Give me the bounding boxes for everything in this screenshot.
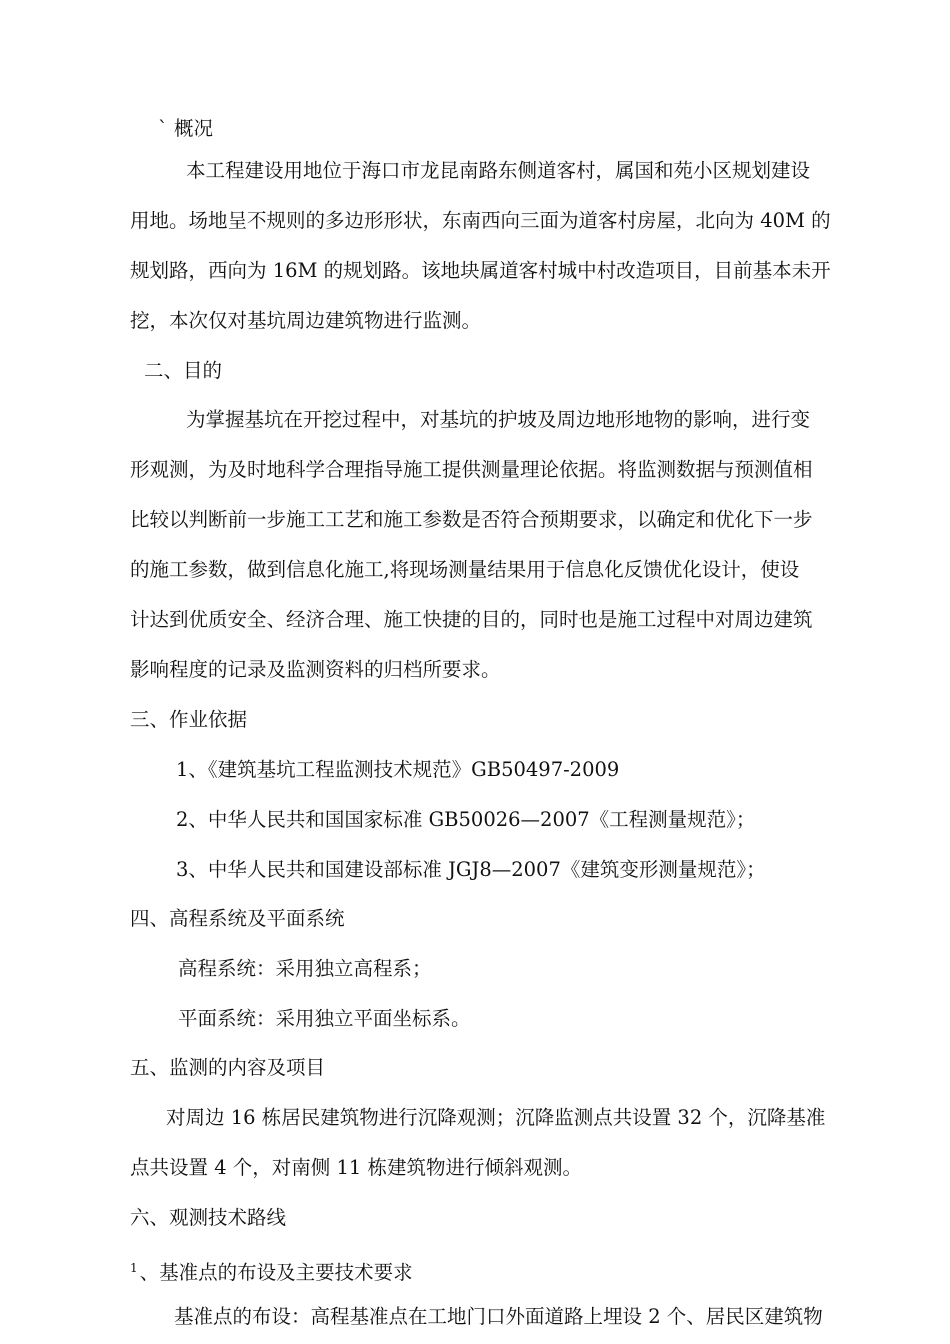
list-item: 高程系统：采用独立高程系； (178, 957, 432, 980)
list-item: 2、中华人民共和国国家标准 GB50026—2007《工程测量规范》； (176, 808, 756, 831)
paragraph-line: 点共设置 4 个，对南侧 11 栋建筑物进行倾斜观测。 (130, 1156, 583, 1179)
paragraph-line: 基准点的布设：高程基准点在工地门口外面道路上埋设 2 个、居民区建筑物 (174, 1305, 823, 1328)
paragraph-line: 本工程建设用地位于海口市龙昆南路东侧道客村，属国和苑小区规划建设 (186, 159, 811, 182)
subsection-number: 1 (130, 1261, 138, 1275)
paragraph-line: 影响程度的记录及监测资料的归档所要求。 (130, 658, 501, 681)
paragraph-line: 用地。场地呈不规则的多边形形状，东南西向三面为道客村房屋，北向为 40M 的 (130, 209, 831, 232)
paragraph-line: 挖，本次仅对基坑周边建筑物进行监测。 (130, 309, 482, 332)
section-heading-systems: 四、高程系统及平面系统 (130, 907, 345, 930)
paragraph-line: 的施工参数，做到信息化施工,将现场测量结果用于信息化反馈优化设计，使设 (130, 558, 800, 581)
subsection-title: 、基准点的布设及主要技术要求 (139, 1261, 413, 1284)
paragraph-line: 比较以判断前一步施工工艺和施工参数是否符合预期要求，以确定和优化下一步 (130, 508, 813, 531)
section-heading-technical-route: 六、观测技术路线 (130, 1206, 287, 1229)
paragraph-line: 计达到优质安全、经济合理、施工快捷的目的，同时也是施工过程中对周边建筑 (130, 608, 813, 631)
paragraph-line: 为掌握基坑在开挖过程中，对基坑的护坡及周边地形地物的影响，进行变 (186, 408, 811, 431)
section-heading-basis: 三、作业依据 (130, 708, 248, 731)
list-item: 1、《建筑基坑工程监测技术规范》GB50497-2009 (176, 758, 620, 781)
list-item: 平面系统：采用独立平面坐标系。 (178, 1007, 471, 1030)
section-heading-purpose: 二、目的 (144, 359, 223, 382)
paragraph-line: 规划路，西向为 16M 的规划路。该地块属道客村城中村改造项目，目前基本未开 (130, 259, 831, 282)
list-item: 3、中华人民共和国建设部标准 JGJ8—2007《建筑变形测量规范》； (176, 858, 766, 881)
section-heading-overview: ` 概况 (158, 117, 213, 140)
subsection-heading (130, 1255, 413, 1286)
paragraph-line: 对周边 16 栋居民建筑物进行沉降观测；沉降监测点共设置 32 个，沉降基准 (166, 1106, 826, 1129)
section-heading-contents: 五、监测的内容及项目 (130, 1056, 326, 1079)
paragraph-line: 形观测，为及时地科学合理指导施工提供测量理论依据。将监测数据与预测值相 (130, 458, 813, 481)
